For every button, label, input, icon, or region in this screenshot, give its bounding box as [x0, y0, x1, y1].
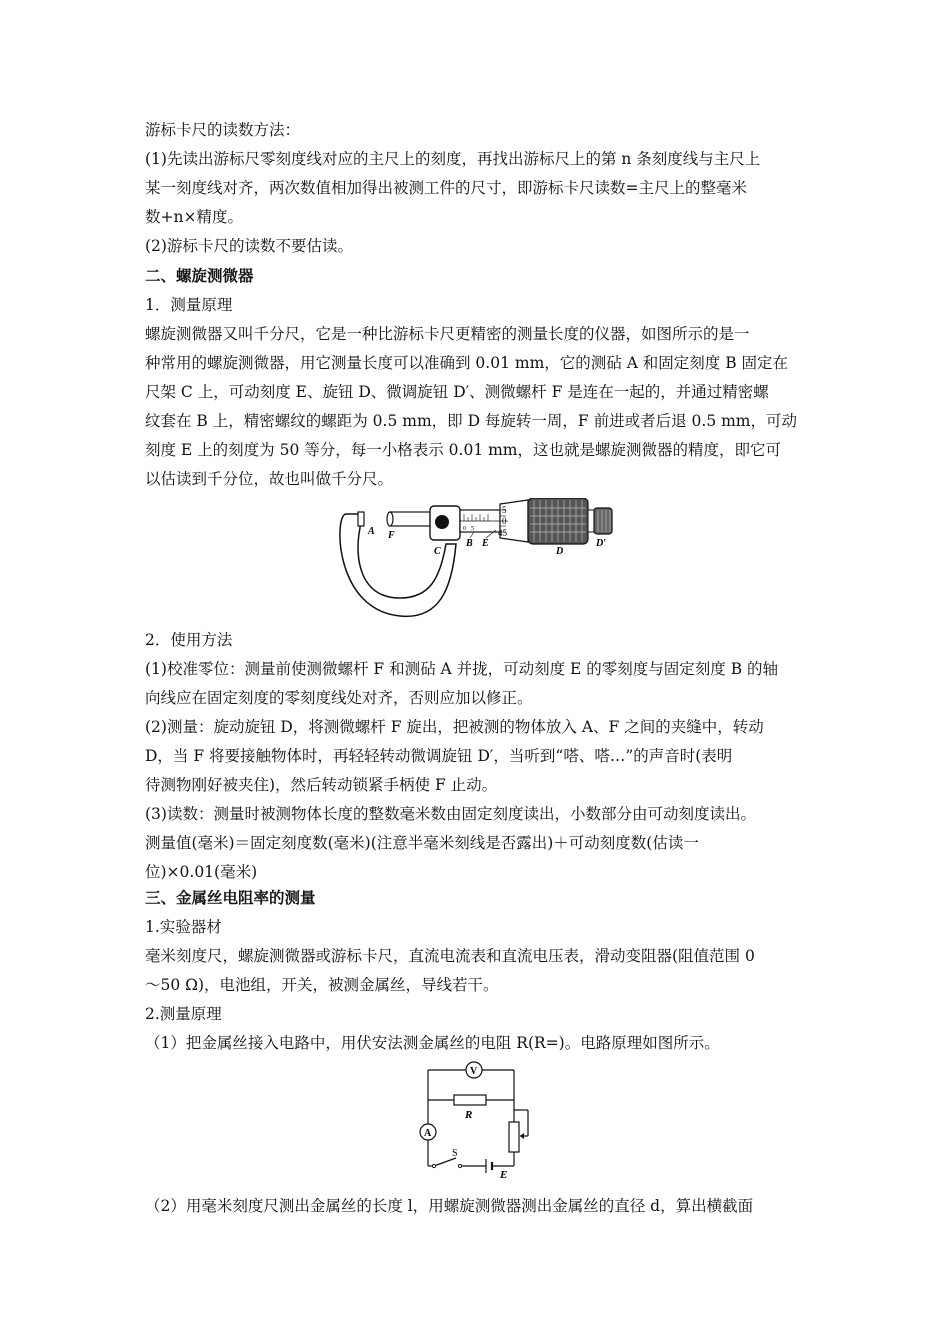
thimble-scale-5: 5: [502, 505, 507, 515]
micrometer-heading: 二、螺旋测微器: [145, 267, 254, 285]
label-E: E: [482, 538, 489, 549]
label-D-prime: D′: [596, 538, 607, 549]
label-A: A: [368, 526, 375, 537]
usage-line: 待测物刚好被夹住)，然后转动锁紧手柄使 F 止动。: [145, 776, 498, 794]
vernier-title: 游标卡尺的读数方法：: [145, 121, 301, 139]
micrometer-figure: [330, 498, 630, 620]
usage-line: (1)校准零位：测量前使测微螺杆 F 和测砧 A 并拢，可动刻度 E 的零刻度与固定刻度 B 的轴: [145, 660, 779, 678]
vernier-line-1a: (1)先读出游标尺零刻度线对应的主尺上的刻度，再找出游标尺上的第 n 条刻度线与主尺上: [145, 150, 761, 168]
label-C: C: [434, 546, 441, 557]
switch-label: S: [452, 1148, 458, 1159]
label-D: D: [556, 546, 564, 557]
vernier-line-2: (2)游标卡尺的读数不要估读。: [145, 237, 353, 255]
usage-line: (3)读数：测量时被测物体长度的整数毫米数由固定刻度读出，小数部分由可动刻度读出。: [145, 805, 756, 823]
vernier-line-1c: 数+n×精度。: [145, 208, 243, 226]
battery-label: E: [500, 1169, 508, 1180]
equipment-line: ～50 Ω)，电池组，开关，被测金属丝，导线若干。: [145, 976, 499, 994]
equipment-line: 毫米刻度尺，螺旋测微器或游标卡尺，直流电流表和直流电压表，滑动变阻器(阻值范围 0: [145, 947, 755, 965]
measure-principle-2: （2）用毫米刻度尺测出金属丝的长度 l，用螺旋测微器测出金属丝的直径 d，算出横截面: [145, 1197, 754, 1215]
usage-line: D，当 F 将要接触物体时，再轻轻转动微调旋钮 D′，当听到“嗒、嗒…”的声音时(表明: [145, 747, 733, 765]
resistor-label: R: [465, 1109, 473, 1121]
sleeve-scale-0: 0: [463, 526, 466, 532]
ammeter-label: A: [424, 1128, 432, 1139]
micrometer-principle-line: 尺架 C 上，可动刻度 E、旋钮 D、微调旋钮 D′、测微螺杆 F 是连在一起的，并通过精密螺: [145, 383, 769, 401]
measure-principle-title: 2.测量原理: [145, 1005, 222, 1023]
circuit-diagram: [412, 1058, 536, 1180]
equipment-title: 1.实验器材: [145, 918, 222, 936]
resistivity-heading: 三、金属丝电阻率的测量: [145, 889, 316, 907]
usage-line: 向线应在固定刻度的零刻度线处对齐，否则应加以修正。: [145, 689, 533, 707]
micrometer-principle-title: 1．测量原理: [145, 296, 233, 314]
micrometer-principle-line: 种常用的螺旋测微器，用它测量长度可以准确到 0.01 mm，它的测砧 A 和固定刻度 B 固定在: [145, 354, 789, 372]
micrometer-principle-line: 螺旋测微器又叫千分尺，它是一种比游标卡尺更精密的测量长度的仪器，如图所示的是一: [145, 325, 750, 343]
thimble-scale-45: 45: [498, 528, 507, 538]
sleeve-scale-5: 5: [471, 526, 474, 532]
label-B: B: [466, 538, 473, 549]
vernier-line-1b: 某一刻度线对齐，两次数值相加得出被测工件的尺寸，即游标卡尺读数=主尺上的整毫米: [145, 179, 747, 197]
micrometer-principle-line: 刻度 E 上的刻度为 50 等分，每一小格表示 0.01 mm，这也就是螺旋测微器的精度，即它可: [145, 441, 782, 459]
usage-line: (2)测量：旋动旋钮 D，将测微螺杆 F 旋出，把被测的物体放入 A、F 之间的夹缝中，转动: [145, 718, 764, 736]
micrometer-principle-line: 纹套在 B 上，精密螺纹的螺距为 0.5 mm，即 D 每旋转一周，F 前进或者后退 0.5 mm，可动: [145, 412, 798, 430]
usage-line: 测量值(毫米)＝固定刻度数(毫米)(注意半毫米刻线是否露出)＋可动刻度数(估读一: [145, 834, 699, 852]
usage-title: 2．使用方法: [145, 631, 233, 649]
voltmeter-label: V: [470, 1066, 478, 1077]
label-F: F: [388, 530, 395, 541]
micrometer-principle-line: 以估读到千分位，故也叫做千分尺。: [145, 470, 394, 488]
thimble-scale-0: 0: [502, 516, 507, 526]
usage-line: 位)×0.01(毫米): [145, 863, 258, 881]
measure-principle-1: （1）把金属丝接入电路中，用伏安法测金属丝的电阻 R(R=)。电路原理如图所示。: [145, 1034, 720, 1052]
